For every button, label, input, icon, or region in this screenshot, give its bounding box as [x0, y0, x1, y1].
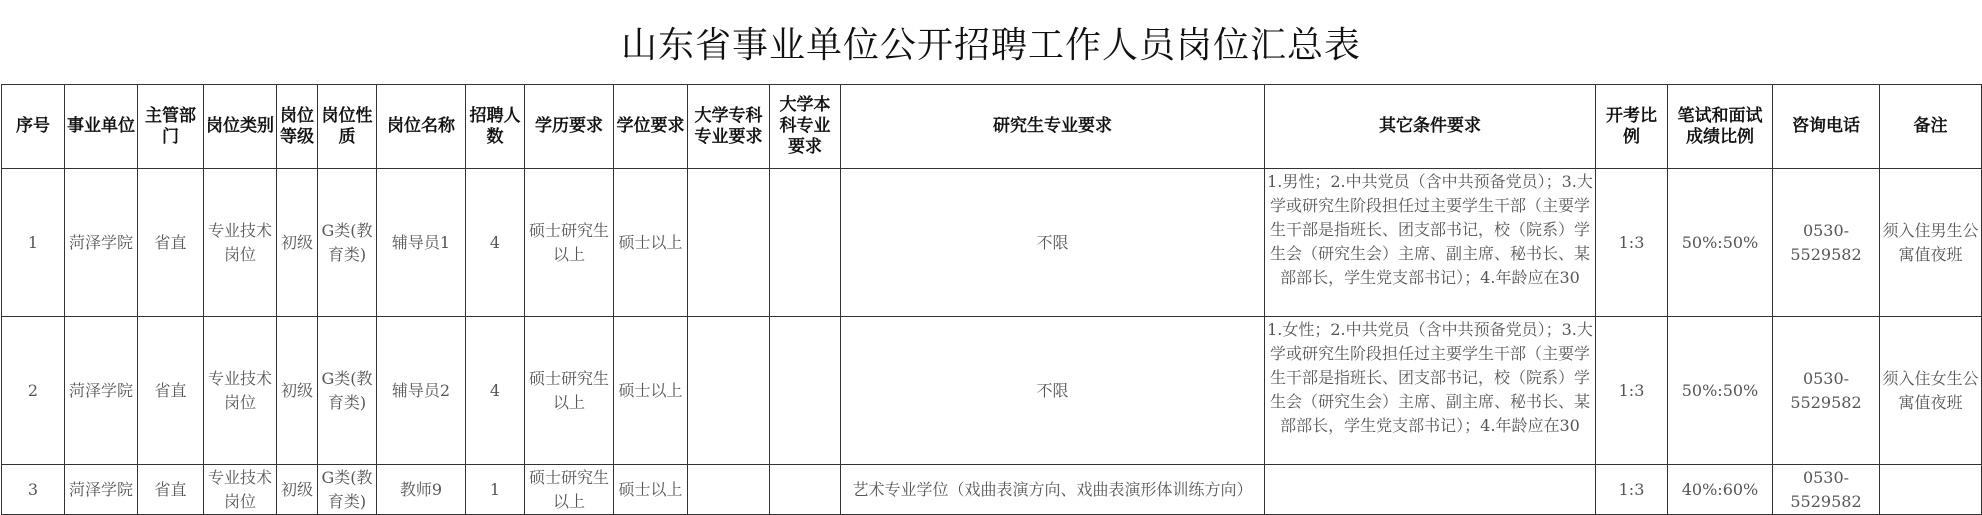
cell-note — [1880, 465, 1982, 515]
cell-education: 硕士研究生以上 — [525, 465, 614, 515]
other-text: 1.男性；2.中共党员（含中共预备党员）；3.大学或研究生阶段担任过主要学生干部（主要学生干部是指班长、团支部书记，校（院系）学生会（研究生会）主席、副主席、秘书长、某部部长，学生党支部书记）；4.年龄应在30 — [1267, 171, 1593, 287]
cell-college-major — [688, 169, 770, 317]
cell-level: 初级 — [277, 317, 318, 465]
cell-nature: G类(教育类) — [318, 317, 377, 465]
col-header: 事业单位 — [65, 85, 138, 169]
table-row — [2, 317, 1982, 465]
cell-ratio: 1:3 — [1596, 317, 1668, 465]
cell-phone: 0530-5529582 — [1773, 169, 1880, 317]
col-header: 研究生专业要求 — [841, 85, 1265, 169]
col-header: 岗位名称 — [377, 85, 466, 169]
cell-education: 硕士研究生以上 — [525, 317, 614, 465]
cell-unit: 菏泽学院 — [65, 317, 138, 465]
col-header: 其它条件要求 — [1265, 85, 1596, 169]
cell-position: 辅导员1 — [377, 169, 466, 317]
cell-unit: 菏泽学院 — [65, 465, 138, 515]
col-header: 开考比例 — [1596, 85, 1668, 169]
cell-count: 4 — [466, 317, 525, 465]
other-text — [1267, 466, 1593, 514]
col-header: 备注 — [1880, 85, 1982, 169]
cell-phone: 0530-5529582 — [1773, 465, 1880, 515]
cell-score-ratio: 50%:50% — [1668, 317, 1773, 465]
col-header: 笔试和面试成绩比例 — [1668, 85, 1773, 169]
page-title: 山东省事业单位公开招聘工作人员岗位汇总表 — [620, 24, 1361, 66]
cell-bachelor-major — [770, 317, 841, 465]
col-header: 序号 — [2, 85, 65, 169]
cell-dept: 省直 — [138, 465, 204, 515]
cell-level: 初级 — [277, 169, 318, 317]
cell-unit: 菏泽学院 — [65, 169, 138, 317]
cell-count: 1 — [466, 465, 525, 515]
cell-score-ratio: 40%:60% — [1668, 465, 1773, 515]
cell-grad-major: 不限 — [841, 169, 1265, 317]
cell-bachelor-major — [770, 465, 841, 515]
col-header: 大学本科专业要求 — [770, 85, 841, 169]
cell-degree: 硕士以上 — [614, 317, 688, 465]
col-header: 招聘人数 — [466, 85, 525, 169]
cell-category: 专业技术岗位 — [204, 465, 277, 515]
cell-degree: 硕士以上 — [614, 169, 688, 317]
col-header: 岗位性质 — [318, 85, 377, 169]
table-row — [2, 169, 1982, 317]
cell-level: 初级 — [277, 465, 318, 515]
cell-category: 专业技术岗位 — [204, 169, 277, 317]
cell-note: 须入住男生公寓值夜班 — [1880, 169, 1982, 317]
cell-dept: 省直 — [138, 317, 204, 465]
cell-position: 辅导员2 — [377, 317, 466, 465]
cell-nature: G类(教育类) — [318, 169, 377, 317]
cell-education: 硕士研究生以上 — [525, 169, 614, 317]
cell-degree: 硕士以上 — [614, 465, 688, 515]
cell-other — [1265, 465, 1596, 515]
cell-position: 教师9 — [377, 465, 466, 515]
col-header: 岗位类别 — [204, 85, 277, 169]
table-row — [2, 465, 1982, 515]
cell-no: 2 — [2, 317, 65, 465]
cell-category: 专业技术岗位 — [204, 317, 277, 465]
cell-no: 3 — [2, 465, 65, 515]
cell-grad-major: 不限 — [841, 317, 1265, 465]
cell-ratio: 1:3 — [1596, 169, 1668, 317]
cell-no: 1 — [2, 169, 65, 317]
cell-grad-major: 艺术专业学位（戏曲表演方向、戏曲表演形体训练方向） — [841, 465, 1265, 515]
col-header: 咨询电话 — [1773, 85, 1880, 169]
cell-ratio: 1:3 — [1596, 465, 1668, 515]
col-header: 学位要求 — [614, 85, 688, 169]
cell-score-ratio: 50%:50% — [1668, 169, 1773, 317]
cell-other — [1265, 317, 1596, 465]
cell-nature: G类(教育类) — [318, 465, 377, 515]
col-header: 主管部门 — [138, 85, 204, 169]
cell-note: 须入住女生公寓值夜班 — [1880, 317, 1982, 465]
col-header: 岗位等级 — [277, 85, 318, 169]
cell-college-major — [688, 465, 770, 515]
cell-other — [1265, 169, 1596, 317]
cell-college-major — [688, 317, 770, 465]
header-row — [2, 85, 1982, 169]
cell-bachelor-major — [770, 169, 841, 317]
positions-table — [1, 84, 1982, 515]
cell-count: 4 — [466, 169, 525, 317]
col-header: 学历要求 — [525, 85, 614, 169]
col-header: 大学专科专业要求 — [688, 85, 770, 169]
cell-dept: 省直 — [138, 169, 204, 317]
cell-phone: 0530-5529582 — [1773, 317, 1880, 465]
other-text: 1.女性；2.中共党员（含中共预备党员）；3.大学或研究生阶段担任过主要学生干部（主要学生干部是指班长、团支部书记，校（院系）学生会（研究生会）主席、副主席、秘书长、某部部长，学生党支部书记）；4.年龄应在30 — [1267, 319, 1593, 435]
